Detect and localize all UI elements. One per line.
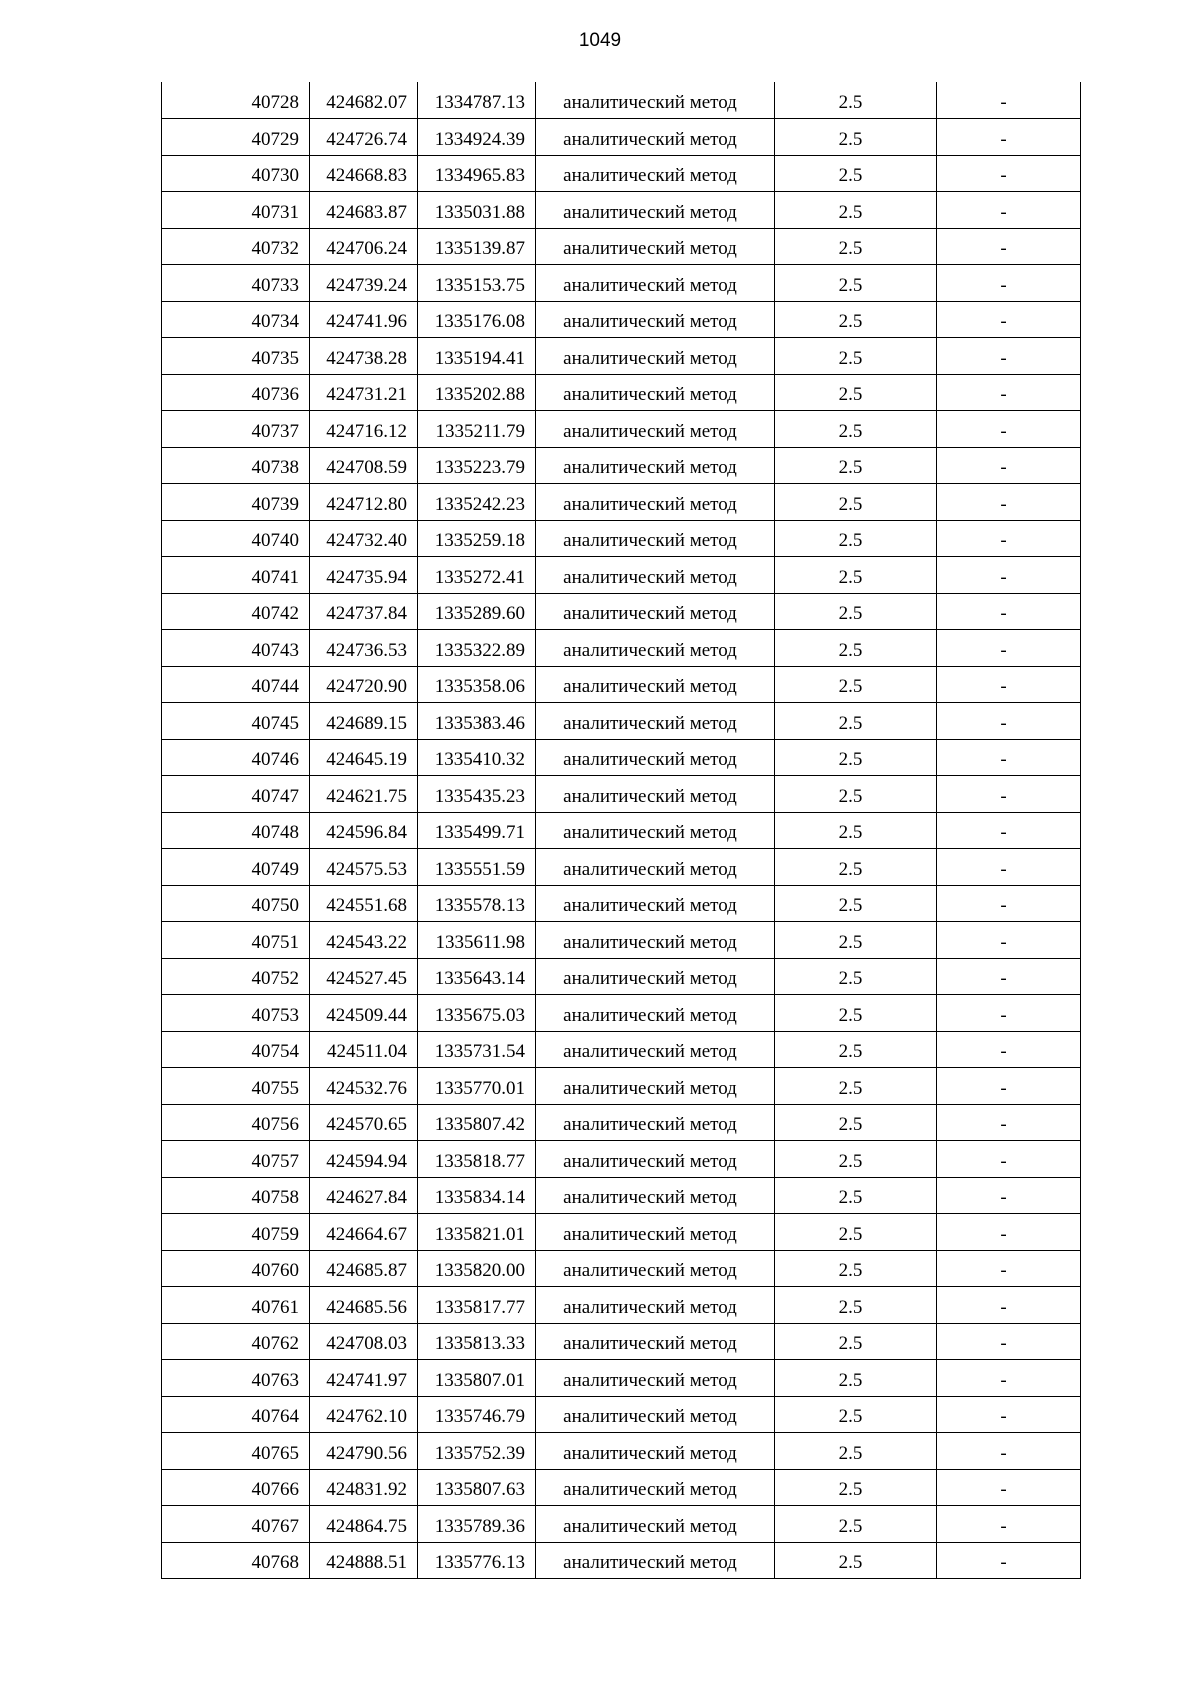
point-number-cell: 40765 (162, 1433, 310, 1470)
y-coordinate-cell: 1335578.13 (418, 885, 536, 922)
note-cell: - (937, 447, 1081, 484)
point-number-cell: 40755 (162, 1068, 310, 1105)
point-number-cell: 40730 (162, 155, 310, 192)
point-number-cell: 40728 (162, 82, 310, 119)
table-row (162, 849, 1081, 886)
accuracy-cell: 2.5 (775, 630, 937, 667)
note-cell: - (937, 1104, 1081, 1141)
note-cell: - (937, 228, 1081, 265)
point-number-cell: 40745 (162, 703, 310, 740)
table-row (162, 1506, 1081, 1543)
accuracy-cell: 2.5 (775, 1031, 937, 1068)
x-coordinate-cell: 424509.44 (310, 995, 418, 1032)
y-coordinate-cell: 1335675.03 (418, 995, 536, 1032)
y-coordinate-cell: 1335410.32 (418, 739, 536, 776)
note-cell: - (937, 82, 1081, 119)
y-coordinate-cell: 1335643.14 (418, 958, 536, 995)
y-coordinate-cell: 1335272.41 (418, 557, 536, 594)
note-cell: - (937, 557, 1081, 594)
point-number-cell: 40731 (162, 192, 310, 229)
y-coordinate-cell: 1335139.87 (418, 228, 536, 265)
point-number-cell: 40749 (162, 849, 310, 886)
point-number-cell: 40766 (162, 1469, 310, 1506)
y-coordinate-cell: 1335153.75 (418, 265, 536, 302)
table-row (162, 338, 1081, 375)
x-coordinate-cell: 424575.53 (310, 849, 418, 886)
accuracy-cell: 2.5 (775, 82, 937, 119)
note-cell: - (937, 739, 1081, 776)
method-cell: аналитический метод (536, 1177, 775, 1214)
table-row (162, 301, 1081, 338)
table-row (162, 776, 1081, 813)
method-cell: аналитический метод (536, 1287, 775, 1324)
x-coordinate-cell: 424790.56 (310, 1433, 418, 1470)
method-cell: аналитический метод (536, 885, 775, 922)
note-cell: - (937, 812, 1081, 849)
table-row (162, 411, 1081, 448)
note-cell: - (937, 192, 1081, 229)
note-cell: - (937, 776, 1081, 813)
point-number-cell: 40732 (162, 228, 310, 265)
x-coordinate-cell: 424511.04 (310, 1031, 418, 1068)
coordinates-table-body (162, 82, 1081, 1579)
table-row (162, 82, 1081, 119)
method-cell: аналитический метод (536, 1360, 775, 1397)
method-cell: аналитический метод (536, 1396, 775, 1433)
point-number-cell: 40760 (162, 1250, 310, 1287)
method-cell: аналитический метод (536, 1506, 775, 1543)
x-coordinate-cell: 424741.97 (310, 1360, 418, 1397)
accuracy-cell: 2.5 (775, 1250, 937, 1287)
y-coordinate-cell: 1335358.06 (418, 666, 536, 703)
accuracy-cell: 2.5 (775, 411, 937, 448)
table-row (162, 1068, 1081, 1105)
table-row (162, 812, 1081, 849)
point-number-cell: 40757 (162, 1141, 310, 1178)
method-cell: аналитический метод (536, 922, 775, 959)
x-coordinate-cell: 424551.68 (310, 885, 418, 922)
method-cell: аналитический метод (536, 1031, 775, 1068)
y-coordinate-cell: 1335776.13 (418, 1542, 536, 1579)
accuracy-cell: 2.5 (775, 1542, 937, 1579)
x-coordinate-cell: 424596.84 (310, 812, 418, 849)
method-cell: аналитический метод (536, 739, 775, 776)
note-cell: - (937, 265, 1081, 302)
x-coordinate-cell: 424683.87 (310, 192, 418, 229)
x-coordinate-cell: 424712.80 (310, 484, 418, 521)
x-coordinate-cell: 424532.76 (310, 1068, 418, 1105)
note-cell: - (937, 520, 1081, 557)
point-number-cell: 40747 (162, 776, 310, 813)
point-number-cell: 40750 (162, 885, 310, 922)
method-cell: аналитический метод (536, 776, 775, 813)
point-number-cell: 40756 (162, 1104, 310, 1141)
method-cell: аналитический метод (536, 1214, 775, 1251)
note-cell: - (937, 1214, 1081, 1251)
point-number-cell: 40759 (162, 1214, 310, 1251)
y-coordinate-cell: 1335435.23 (418, 776, 536, 813)
x-coordinate-cell: 424762.10 (310, 1396, 418, 1433)
x-coordinate-cell: 424527.45 (310, 958, 418, 995)
note-cell: - (937, 1542, 1081, 1579)
y-coordinate-cell: 1335289.60 (418, 593, 536, 630)
note-cell: - (937, 374, 1081, 411)
y-coordinate-cell: 1335611.98 (418, 922, 536, 959)
method-cell: аналитический метод (536, 338, 775, 375)
y-coordinate-cell: 1335259.18 (418, 520, 536, 557)
accuracy-cell: 2.5 (775, 557, 937, 594)
method-cell: аналитический метод (536, 374, 775, 411)
table-row (162, 557, 1081, 594)
accuracy-cell: 2.5 (775, 1433, 937, 1470)
point-number-cell: 40734 (162, 301, 310, 338)
x-coordinate-cell: 424716.12 (310, 411, 418, 448)
method-cell: аналитический метод (536, 557, 775, 594)
y-coordinate-cell: 1335176.08 (418, 301, 536, 338)
table-row (162, 922, 1081, 959)
y-coordinate-cell: 1335322.89 (418, 630, 536, 667)
y-coordinate-cell: 1335807.01 (418, 1360, 536, 1397)
method-cell: аналитический метод (536, 1323, 775, 1360)
x-coordinate-cell: 424627.84 (310, 1177, 418, 1214)
point-number-cell: 40744 (162, 666, 310, 703)
method-cell: аналитический метод (536, 666, 775, 703)
y-coordinate-cell: 1335813.33 (418, 1323, 536, 1360)
accuracy-cell: 2.5 (775, 1360, 937, 1397)
x-coordinate-cell: 424543.22 (310, 922, 418, 959)
note-cell: - (937, 1433, 1081, 1470)
note-cell: - (937, 301, 1081, 338)
x-coordinate-cell: 424720.90 (310, 666, 418, 703)
method-cell: аналитический метод (536, 265, 775, 302)
table-row (162, 447, 1081, 484)
y-coordinate-cell: 1335211.79 (418, 411, 536, 448)
x-coordinate-cell: 424685.87 (310, 1250, 418, 1287)
y-coordinate-cell: 1335820.00 (418, 1250, 536, 1287)
page-number: 1049 (578, 30, 622, 51)
accuracy-cell: 2.5 (775, 265, 937, 302)
method-cell: аналитический метод (536, 484, 775, 521)
table-row (162, 1323, 1081, 1360)
accuracy-cell: 2.5 (775, 301, 937, 338)
y-coordinate-cell: 1335752.39 (418, 1433, 536, 1470)
method-cell: аналитический метод (536, 812, 775, 849)
note-cell: - (937, 958, 1081, 995)
method-cell: аналитический метод (536, 630, 775, 667)
note-cell: - (937, 155, 1081, 192)
x-coordinate-cell: 424668.83 (310, 155, 418, 192)
note-cell: - (937, 1287, 1081, 1324)
y-coordinate-cell: 1335731.54 (418, 1031, 536, 1068)
y-coordinate-cell: 1335242.23 (418, 484, 536, 521)
y-coordinate-cell: 1335499.71 (418, 812, 536, 849)
note-cell: - (937, 922, 1081, 959)
point-number-cell: 40753 (162, 995, 310, 1032)
table-row (162, 228, 1081, 265)
table-row (162, 1250, 1081, 1287)
table-row (162, 374, 1081, 411)
point-number-cell: 40752 (162, 958, 310, 995)
method-cell: аналитический метод (536, 593, 775, 630)
point-number-cell: 40729 (162, 119, 310, 156)
accuracy-cell: 2.5 (775, 812, 937, 849)
accuracy-cell: 2.5 (775, 739, 937, 776)
accuracy-cell: 2.5 (775, 338, 937, 375)
point-number-cell: 40742 (162, 593, 310, 630)
point-number-cell: 40751 (162, 922, 310, 959)
table-row (162, 739, 1081, 776)
accuracy-cell: 2.5 (775, 1141, 937, 1178)
note-cell: - (937, 1031, 1081, 1068)
accuracy-cell: 2.5 (775, 1177, 937, 1214)
table-row (162, 155, 1081, 192)
y-coordinate-cell: 1334787.13 (418, 82, 536, 119)
point-number-cell: 40736 (162, 374, 310, 411)
accuracy-cell: 2.5 (775, 1287, 937, 1324)
accuracy-cell: 2.5 (775, 849, 937, 886)
note-cell: - (937, 885, 1081, 922)
method-cell: аналитический метод (536, 155, 775, 192)
method-cell: аналитический метод (536, 119, 775, 156)
point-number-cell: 40748 (162, 812, 310, 849)
method-cell: аналитический метод (536, 192, 775, 229)
accuracy-cell: 2.5 (775, 520, 937, 557)
x-coordinate-cell: 424594.94 (310, 1141, 418, 1178)
x-coordinate-cell: 424689.15 (310, 703, 418, 740)
point-number-cell: 40733 (162, 265, 310, 302)
method-cell: аналитический метод (536, 1469, 775, 1506)
point-number-cell: 40739 (162, 484, 310, 521)
x-coordinate-cell: 424645.19 (310, 739, 418, 776)
y-coordinate-cell: 1335746.79 (418, 1396, 536, 1433)
point-number-cell: 40758 (162, 1177, 310, 1214)
x-coordinate-cell: 424682.07 (310, 82, 418, 119)
accuracy-cell: 2.5 (775, 119, 937, 156)
note-cell: - (937, 1177, 1081, 1214)
point-number-cell: 40740 (162, 520, 310, 557)
accuracy-cell: 2.5 (775, 155, 937, 192)
table-row (162, 520, 1081, 557)
table-row (162, 703, 1081, 740)
x-coordinate-cell: 424864.75 (310, 1506, 418, 1543)
accuracy-cell: 2.5 (775, 1104, 937, 1141)
note-cell: - (937, 1141, 1081, 1178)
y-coordinate-cell: 1335807.63 (418, 1469, 536, 1506)
accuracy-cell: 2.5 (775, 1506, 937, 1543)
point-number-cell: 40767 (162, 1506, 310, 1543)
accuracy-cell: 2.5 (775, 228, 937, 265)
y-coordinate-cell: 1335817.77 (418, 1287, 536, 1324)
accuracy-cell: 2.5 (775, 484, 937, 521)
x-coordinate-cell: 424706.24 (310, 228, 418, 265)
table-row (162, 1396, 1081, 1433)
accuracy-cell: 2.5 (775, 1469, 937, 1506)
x-coordinate-cell: 424888.51 (310, 1542, 418, 1579)
method-cell: аналитический метод (536, 1542, 775, 1579)
table-row (162, 666, 1081, 703)
point-number-cell: 40737 (162, 411, 310, 448)
x-coordinate-cell: 424664.67 (310, 1214, 418, 1251)
point-number-cell: 40768 (162, 1542, 310, 1579)
y-coordinate-cell: 1335031.88 (418, 192, 536, 229)
y-coordinate-cell: 1335770.01 (418, 1068, 536, 1105)
y-coordinate-cell: 1335223.79 (418, 447, 536, 484)
accuracy-cell: 2.5 (775, 447, 937, 484)
x-coordinate-cell: 424737.84 (310, 593, 418, 630)
table-row (162, 1469, 1081, 1506)
method-cell: аналитический метод (536, 995, 775, 1032)
accuracy-cell: 2.5 (775, 995, 937, 1032)
method-cell: аналитический метод (536, 1104, 775, 1141)
x-coordinate-cell: 424731.21 (310, 374, 418, 411)
point-number-cell: 40763 (162, 1360, 310, 1397)
accuracy-cell: 2.5 (775, 666, 937, 703)
x-coordinate-cell: 424708.59 (310, 447, 418, 484)
x-coordinate-cell: 424726.74 (310, 119, 418, 156)
method-cell: аналитический метод (536, 1250, 775, 1287)
note-cell: - (937, 1396, 1081, 1433)
accuracy-cell: 2.5 (775, 1323, 937, 1360)
table-row (162, 1177, 1081, 1214)
x-coordinate-cell: 424685.56 (310, 1287, 418, 1324)
table-row (162, 1141, 1081, 1178)
note-cell: - (937, 593, 1081, 630)
table-row (162, 630, 1081, 667)
table-row (162, 1287, 1081, 1324)
note-cell: - (937, 119, 1081, 156)
y-coordinate-cell: 1335202.88 (418, 374, 536, 411)
y-coordinate-cell: 1335818.77 (418, 1141, 536, 1178)
table-row (162, 1433, 1081, 1470)
accuracy-cell: 2.5 (775, 776, 937, 813)
note-cell: - (937, 703, 1081, 740)
coordinates-table (161, 82, 1081, 1579)
method-cell: аналитический метод (536, 520, 775, 557)
note-cell: - (937, 849, 1081, 886)
accuracy-cell: 2.5 (775, 374, 937, 411)
point-number-cell: 40743 (162, 630, 310, 667)
y-coordinate-cell: 1335821.01 (418, 1214, 536, 1251)
x-coordinate-cell: 424621.75 (310, 776, 418, 813)
table-row (162, 1104, 1081, 1141)
point-number-cell: 40741 (162, 557, 310, 594)
method-cell: аналитический метод (536, 82, 775, 119)
point-number-cell: 40761 (162, 1287, 310, 1324)
y-coordinate-cell: 1335194.41 (418, 338, 536, 375)
y-coordinate-cell: 1334965.83 (418, 155, 536, 192)
point-number-cell: 40764 (162, 1396, 310, 1433)
accuracy-cell: 2.5 (775, 1396, 937, 1433)
accuracy-cell: 2.5 (775, 1214, 937, 1251)
point-number-cell: 40754 (162, 1031, 310, 1068)
note-cell: - (937, 630, 1081, 667)
table-row (162, 265, 1081, 302)
y-coordinate-cell: 1335834.14 (418, 1177, 536, 1214)
table-row (162, 1542, 1081, 1579)
table-row (162, 1031, 1081, 1068)
note-cell: - (937, 666, 1081, 703)
x-coordinate-cell: 424736.53 (310, 630, 418, 667)
method-cell: аналитический метод (536, 703, 775, 740)
method-cell: аналитический метод (536, 849, 775, 886)
point-number-cell: 40746 (162, 739, 310, 776)
table-row (162, 1214, 1081, 1251)
note-cell: - (937, 1360, 1081, 1397)
note-cell: - (937, 1469, 1081, 1506)
accuracy-cell: 2.5 (775, 593, 937, 630)
note-cell: - (937, 1250, 1081, 1287)
point-number-cell: 40762 (162, 1323, 310, 1360)
x-coordinate-cell: 424735.94 (310, 557, 418, 594)
x-coordinate-cell: 424570.65 (310, 1104, 418, 1141)
x-coordinate-cell: 424738.28 (310, 338, 418, 375)
y-coordinate-cell: 1335551.59 (418, 849, 536, 886)
table-row (162, 958, 1081, 995)
y-coordinate-cell: 1335789.36 (418, 1506, 536, 1543)
method-cell: аналитический метод (536, 411, 775, 448)
method-cell: аналитический метод (536, 1068, 775, 1105)
note-cell: - (937, 1506, 1081, 1543)
x-coordinate-cell: 424732.40 (310, 520, 418, 557)
table-row (162, 192, 1081, 229)
method-cell: аналитический метод (536, 1141, 775, 1178)
note-cell: - (937, 484, 1081, 521)
table-row (162, 1360, 1081, 1397)
y-coordinate-cell: 1335807.42 (418, 1104, 536, 1141)
note-cell: - (937, 995, 1081, 1032)
accuracy-cell: 2.5 (775, 958, 937, 995)
x-coordinate-cell: 424739.24 (310, 265, 418, 302)
note-cell: - (937, 411, 1081, 448)
method-cell: аналитический метод (536, 1433, 775, 1470)
table-row (162, 885, 1081, 922)
table-row (162, 995, 1081, 1032)
method-cell: аналитический метод (536, 447, 775, 484)
x-coordinate-cell: 424741.96 (310, 301, 418, 338)
table-row (162, 119, 1081, 156)
accuracy-cell: 2.5 (775, 885, 937, 922)
x-coordinate-cell: 424831.92 (310, 1469, 418, 1506)
method-cell: аналитический метод (536, 958, 775, 995)
table-row (162, 593, 1081, 630)
method-cell: аналитический метод (536, 301, 775, 338)
y-coordinate-cell: 1334924.39 (418, 119, 536, 156)
accuracy-cell: 2.5 (775, 922, 937, 959)
y-coordinate-cell: 1335383.46 (418, 703, 536, 740)
point-number-cell: 40735 (162, 338, 310, 375)
accuracy-cell: 2.5 (775, 192, 937, 229)
table-row (162, 484, 1081, 521)
method-cell: аналитический метод (536, 228, 775, 265)
x-coordinate-cell: 424708.03 (310, 1323, 418, 1360)
note-cell: - (937, 1323, 1081, 1360)
accuracy-cell: 2.5 (775, 703, 937, 740)
note-cell: - (937, 1068, 1081, 1105)
point-number-cell: 40738 (162, 447, 310, 484)
accuracy-cell: 2.5 (775, 1068, 937, 1105)
note-cell: - (937, 338, 1081, 375)
